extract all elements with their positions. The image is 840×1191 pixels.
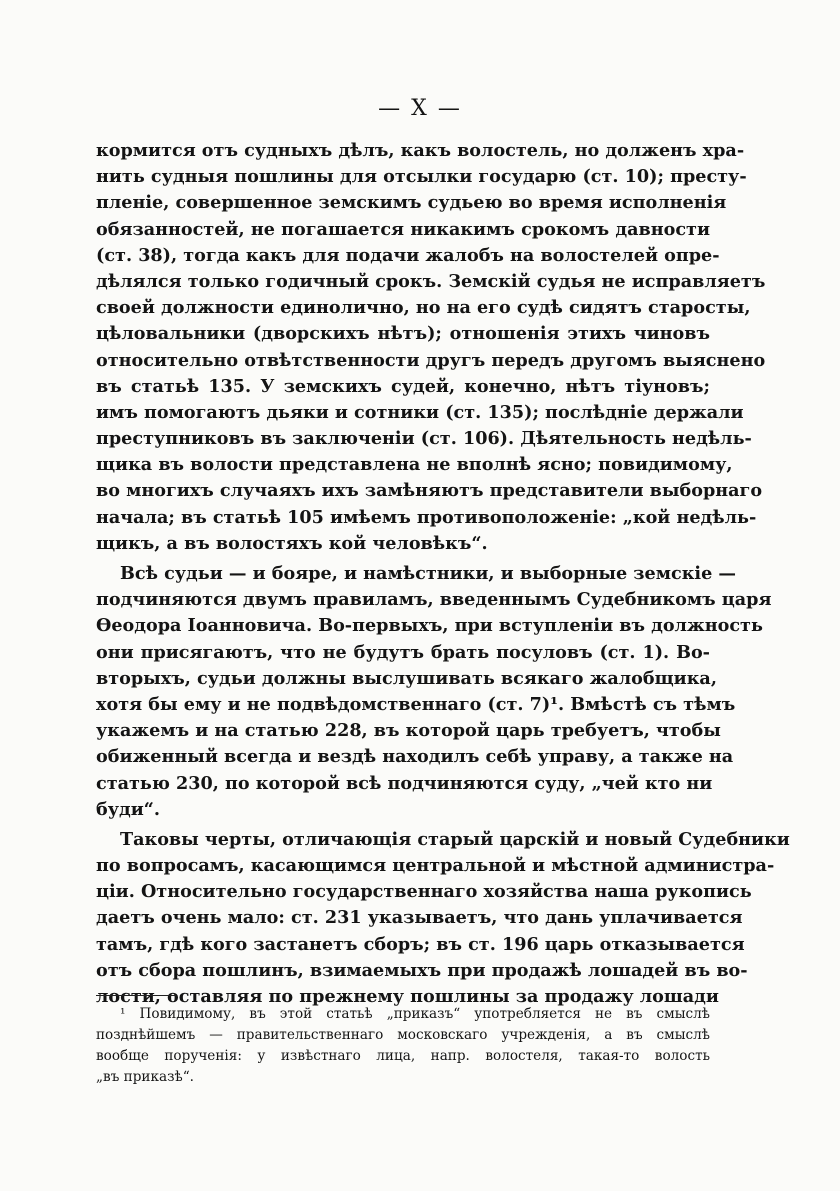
text-line: кормится отъ судныхъ дѣлъ, какъ волостель, но долженъ хра-: [96, 140, 745, 161]
text-line: Таковы черты, отличающія старый царскій и новый Судебники: [120, 828, 790, 850]
text-line: цѣловальники (дворскихъ нѣтъ); отношенія этихъ чиновъ: [96, 323, 710, 345]
text-line: хотя бы ему и не подвѣдомственнаго (ст. 7)¹. Вмѣстѣ съ тѣмъ: [96, 693, 736, 715]
text-line: тамъ, гдѣ кого застанетъ сборъ; въ ст. 196 царь отказывается: [96, 933, 745, 955]
text-line: щика въ волости представлена не вполнѣ ясно; повидимому,: [96, 454, 733, 476]
text-line: своей должности единолично, но на его судѣ сидятъ старосты,: [96, 297, 751, 319]
text-line: даетъ очень мало: ст. 231 указываетъ, что дань уплачивается: [96, 907, 743, 929]
text-line: Ѳеодора Іоанновича. Во-первыхъ, при вступленіи въ должность: [96, 615, 763, 637]
footnote: [96, 1004, 710, 1088]
text-line: по вопросамъ, касающимся центральной и мѣстной администра-: [96, 855, 775, 877]
text-line: они присягаютъ, что не будутъ брать посуловъ (ст. 1). Во-: [96, 641, 710, 663]
text-line: щикъ, а въ волостяхъ кой человѣкъ“.: [96, 532, 488, 554]
text-line: въ статьѣ 135. У земскихъ судей, конечно, нѣтъ тіуновъ;: [96, 375, 710, 397]
text-line: нить судныя пошлины для отсылки государю (ст. 10); престу-: [96, 166, 747, 188]
footnote-line: позднѣйшемъ — правительственнаго московскаго учрежденія, а въ смыслѣ: [96, 1027, 710, 1043]
text-line: обязанностей, не погашается никакимъ срокомъ давности: [96, 218, 710, 240]
text-line: начала; въ статьѣ 105 имѣемъ противоположеніе: „кой недѣль-: [96, 506, 757, 528]
text-line: дѣлялся только годичный срокъ. Земскій судья не исправляетъ: [96, 270, 766, 292]
text-line: укажемъ и на статью 228, въ которой царь требуетъ, чтобы: [96, 720, 721, 742]
page-number: — X —: [378, 96, 462, 121]
footnote-line: „въ приказѣ“.: [96, 1069, 194, 1085]
footnote-line: вообще порученія: у извѣстнаго лица, напр. волостеля, такая-то волость: [96, 1048, 710, 1064]
footnote-line: ¹ Повидимому, въ этой статьѣ „приказъ“ употребляется не въ смыслѣ: [120, 1006, 710, 1022]
text-line: статью 230, по которой всѣ подчиняются суду, „чей кто ни: [96, 772, 713, 794]
text-line: Всѣ судьи — и бояре, и намѣстники, и выборные земскіе —: [120, 563, 737, 584]
text-line: относительно отвѣтственности другъ передъ другомъ выяснено: [96, 349, 766, 371]
text-line: обиженный всегда и вездѣ находилъ себѣ управу, а также на: [96, 746, 734, 768]
text-line: во многихъ случаяхъ ихъ замѣняютъ представители выборнаго: [96, 480, 763, 502]
footnote-separator: [96, 995, 176, 996]
text-line: пленіе, совершенное земскимъ судьею во время исполненія: [96, 192, 727, 214]
text-line: вторыхъ, судьи должны выслушивать всякаго жалобщика,: [96, 667, 717, 689]
text-line: лости, оставляя по прежнему пошлины за продажу лошади: [96, 986, 719, 1007]
text-line: преступниковъ въ заключеніи (ст. 106). Дѣятельность недѣль-: [96, 428, 752, 450]
text-line: (ст. 38), тогда какъ для подачи жалобъ на волостелей опре-: [96, 244, 720, 266]
paragraph: [96, 561, 772, 823]
main-text: [96, 138, 790, 1010]
text-line: подчиняются двумъ правиламъ, введеннымъ Судебникомъ царя: [96, 589, 772, 611]
text-line: ціи. Относительно государственнаго хозяйства наша рукопись: [96, 881, 752, 903]
text-line: имъ помогаютъ дьяки и сотники (ст. 135); послѣдніе держали: [96, 401, 744, 423]
text-line: буди“.: [96, 798, 161, 820]
paragraph: [96, 827, 790, 1010]
text-line: отъ сбора пошлинъ, взимаемыхъ при продажѣ лошадей въ во-: [96, 959, 748, 981]
paragraph: [96, 138, 766, 557]
